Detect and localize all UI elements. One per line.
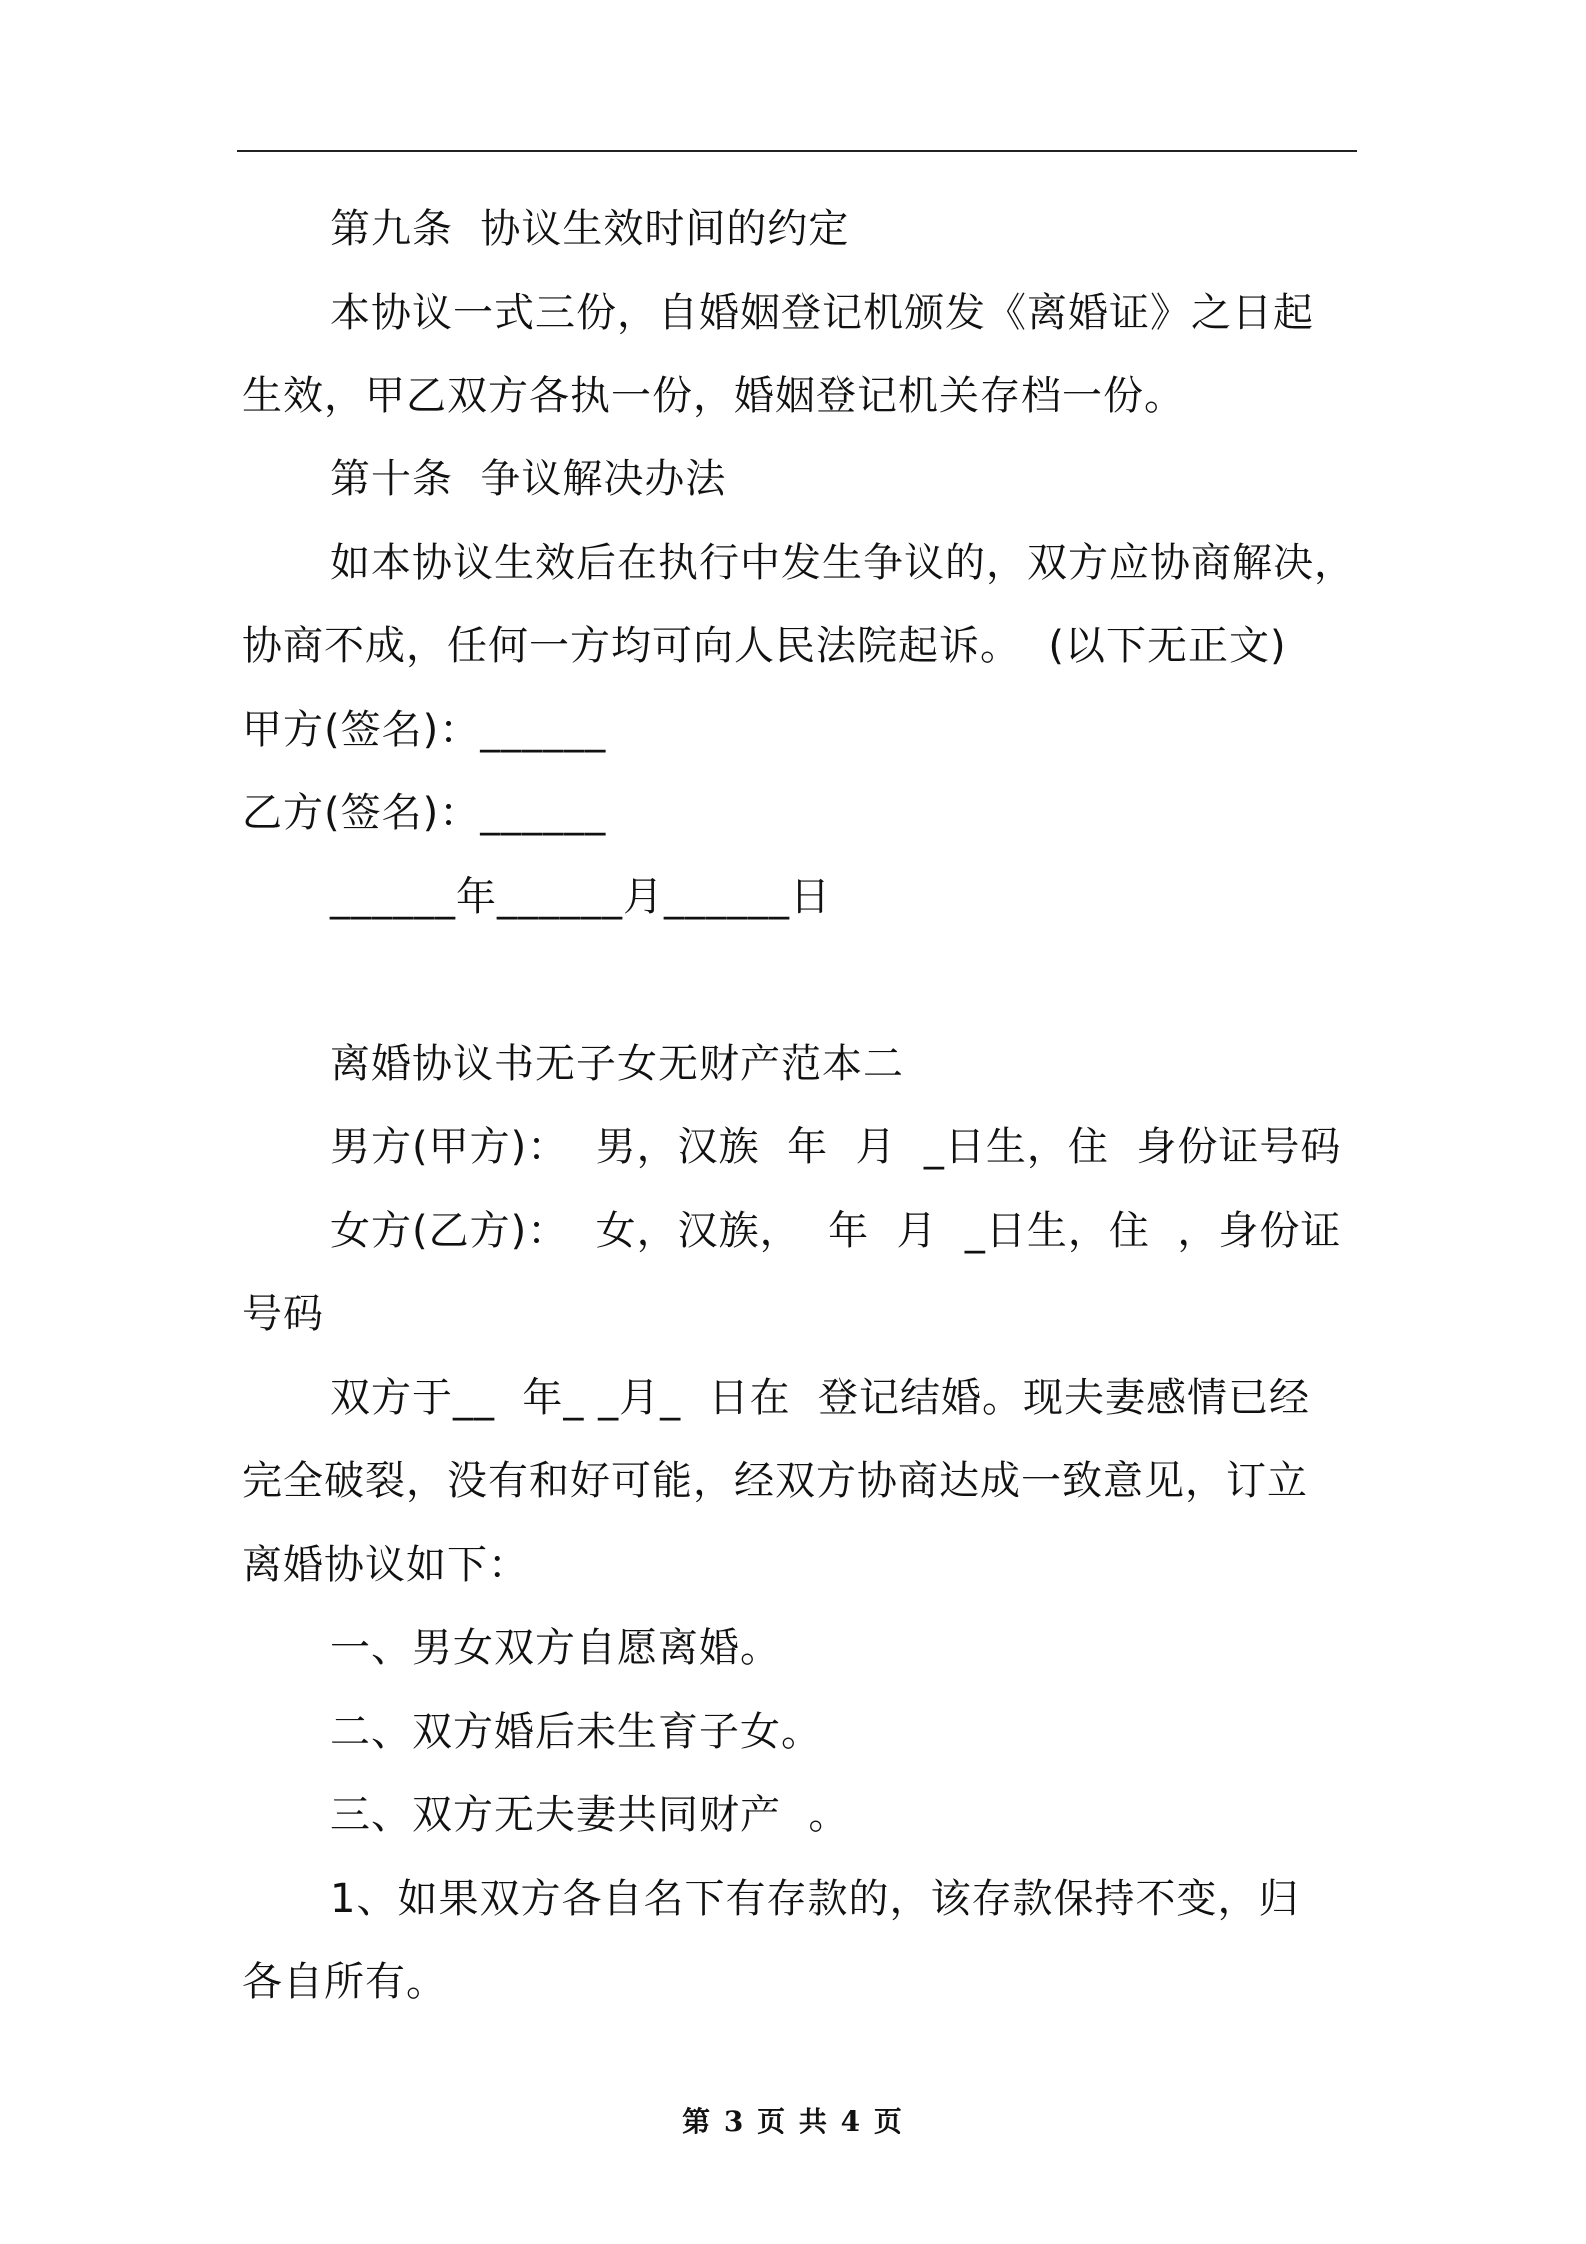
article-10-heading: 第十条 争议解决办法	[330, 456, 727, 502]
section-title: 离婚协议书无子女无财产范本二	[330, 1041, 904, 1087]
party-a-signature: 甲方(签名)：______	[242, 707, 607, 753]
article-10-text-line-1: 如本协议生效后在执行中发生争议的，双方应协商解决，	[330, 540, 1355, 586]
subclause-1-line-1: 1、如果双方各自名下有存款的，该存款保持不变，归	[330, 1876, 1300, 1922]
article-10-text-line-2: 协商不成，任何一方均可向人民法院起诉。 (以下无正文)	[242, 623, 1287, 669]
female-party-line-1: 女方(乙方)： 女，汉族， 年 月 _日生，住 ，身份证	[330, 1208, 1342, 1254]
female-party-line-2: 号码	[242, 1291, 324, 1337]
article-9-heading: 第九条 协议生效时间的约定	[330, 206, 850, 252]
clause-3: 三、双方无夫妻共同财产 。	[330, 1792, 850, 1838]
subclause-1-line-2: 各自所有。	[242, 1959, 447, 2005]
clause-2: 二、双方婚后未生育子女。	[330, 1709, 822, 1755]
article-9-text-line-1: 本协议一式三份，自婚姻登记机颁发《离婚证》之日起	[330, 290, 1314, 336]
article-9-text-line-2: 生效，甲乙双方各执一份，婚姻登记机关存档一份。	[242, 373, 1185, 419]
male-party-line: 男方(甲方)： 男，汉族 年 月 _日生，住 身份证号码	[330, 1124, 1342, 1170]
marriage-line-3: 离婚协议如下：	[242, 1542, 529, 1588]
party-b-signature: 乙方(签名)：______	[242, 790, 607, 836]
date-line: ______年______月______日	[330, 874, 831, 920]
marriage-line-1: 双方于__ 年_ _月_ 日在 登记结婚。现夫妻感情已经	[330, 1375, 1311, 1421]
page-number-footer: 第 3 页 共 4 页	[682, 2105, 904, 2138]
marriage-line-2: 完全破裂，没有和好可能，经双方协商达成一致意见，订立	[242, 1458, 1308, 1504]
clause-1: 一、男女双方自愿离婚。	[330, 1625, 781, 1671]
header-rule	[237, 150, 1357, 152]
